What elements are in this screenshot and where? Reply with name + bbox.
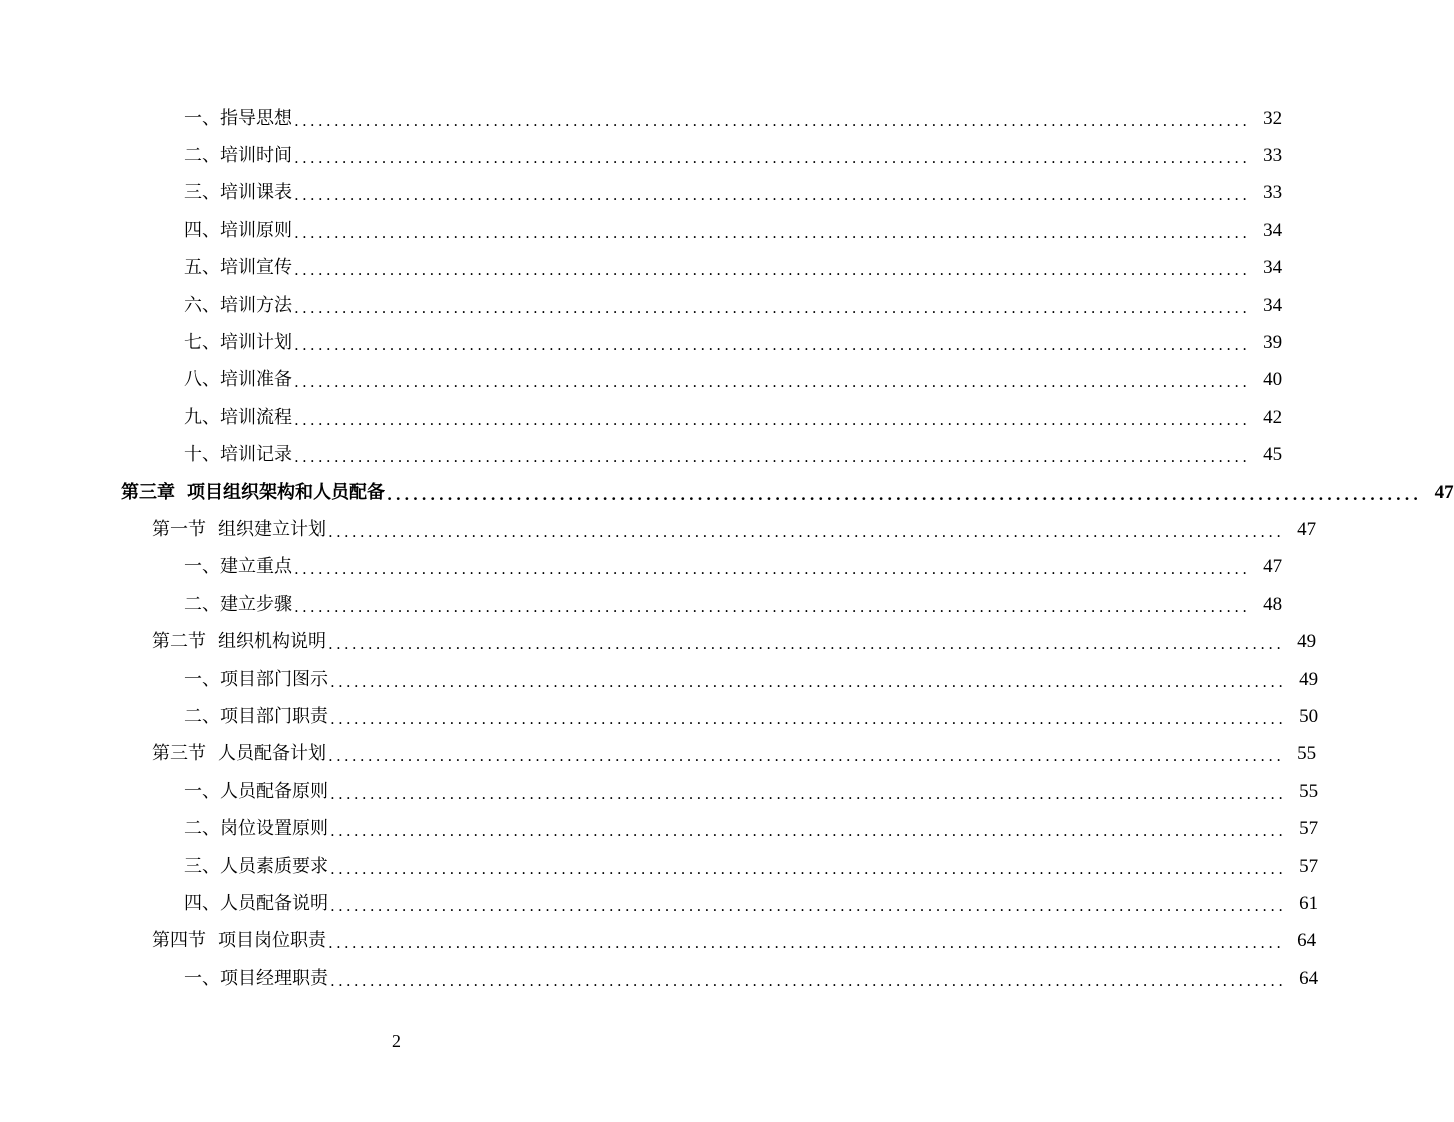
toc-dot-leader: ........................................................................................................................ <box>294 149 1251 168</box>
toc-dot-leader: ........................................................................................................................ <box>330 971 1287 990</box>
toc-item-entry[interactable] <box>0 773 1319 810</box>
toc-item-entry[interactable] <box>0 698 1319 735</box>
toc-entry-label <box>184 705 330 729</box>
toc-dot-leader: ........................................................................................................................ <box>330 672 1287 691</box>
toc-dot-leader: ........................................................................................................................ <box>294 223 1251 242</box>
toc-dot-leader: ........................................................................................................................ <box>330 784 1287 803</box>
toc-entry-page: 34 <box>1263 257 1283 279</box>
toc-dot-leader: ........................................................................................................................ <box>294 410 1251 429</box>
toc-entry-page: 33 <box>1263 145 1283 167</box>
toc-entry-label <box>184 406 294 430</box>
toc-item-entry[interactable] <box>0 175 1283 212</box>
toc-entry-label <box>184 331 294 355</box>
toc-entry-title: 二、项目部门职责 <box>184 705 328 727</box>
toc-item-entry[interactable] <box>0 549 1283 586</box>
toc-entry-label <box>184 219 294 243</box>
toc-entry-title: 人员配备计划 <box>218 743 326 765</box>
toc-entry-title: 项目组织架构和人员配备 <box>187 481 385 503</box>
toc-item-entry[interactable] <box>0 137 1283 174</box>
toc-entry-title: 组织机构说明 <box>218 631 326 653</box>
toc-dot-leader: ........................................................................................................................ <box>294 111 1251 130</box>
toc-entry-page: 47 <box>1297 518 1317 540</box>
toc-entry-title: 六、培训方法 <box>184 294 292 316</box>
toc-entry-title: 七、培训计划 <box>184 332 292 354</box>
toc-section-entry[interactable] <box>0 736 1317 773</box>
toc-entry-title: 二、建立步骤 <box>184 593 292 615</box>
toc-entry-label <box>152 518 328 542</box>
toc-entry-title: 一、人员配备原则 <box>184 780 328 802</box>
toc-item-entry[interactable] <box>0 250 1283 287</box>
toc-entry-label <box>184 668 330 692</box>
toc-entry-title: 组织建立计划 <box>218 518 326 540</box>
toc-dot-leader: ........................................................................................................................ <box>294 448 1251 467</box>
toc-entry-title: 十、培训记录 <box>184 444 292 466</box>
toc-entry-page: 33 <box>1263 182 1283 204</box>
toc-entry-number: 第一节 <box>152 518 206 540</box>
toc-dot-leader: ........................................................................................................................ <box>330 896 1287 915</box>
toc-entry-page: 49 <box>1297 631 1317 653</box>
toc-item-entry[interactable] <box>0 437 1283 474</box>
toc-dot-leader: ........................................................................................................................ <box>294 597 1251 616</box>
toc-dot-leader: ........................................................................................................................ <box>294 298 1251 317</box>
toc-entry-page: 64 <box>1299 967 1319 989</box>
toc-entry-label <box>184 107 294 131</box>
toc-entry-page: 45 <box>1263 444 1283 466</box>
toc-item-entry[interactable] <box>0 960 1319 997</box>
toc-entry-page: 55 <box>1297 743 1317 765</box>
toc-dot-leader: ........................................................................................................................ <box>328 747 1285 766</box>
toc-entry-number: 第三章 <box>121 481 175 503</box>
toc-entry-title: 八、培训准备 <box>184 369 292 391</box>
toc-entry-label <box>184 294 294 318</box>
toc-entry-title: 五、培训宣传 <box>184 257 292 279</box>
toc-entry-label <box>184 855 330 879</box>
toc-entry-label <box>152 929 328 953</box>
toc-entry-number: 第三节 <box>152 743 206 765</box>
table-of-contents <box>0 100 1454 997</box>
toc-entry-title: 二、培训时间 <box>184 145 292 167</box>
toc-entry-page: 47 <box>1434 481 1454 503</box>
toc-entry-page: 57 <box>1299 818 1319 840</box>
toc-entry-label <box>184 181 294 205</box>
toc-entry-label <box>184 780 330 804</box>
toc-item-entry[interactable] <box>0 848 1319 885</box>
toc-dot-leader: ........................................................................................................................ <box>328 635 1285 654</box>
toc-item-entry[interactable] <box>0 810 1319 847</box>
toc-entry-label <box>152 630 328 654</box>
toc-entry-page: 42 <box>1263 406 1283 428</box>
toc-item-entry[interactable] <box>0 362 1283 399</box>
toc-entry-page: 34 <box>1263 219 1283 241</box>
toc-entry-label <box>184 817 330 841</box>
toc-entry-title: 一、项目经理职责 <box>184 967 328 989</box>
toc-entry-page: 48 <box>1263 593 1283 615</box>
toc-dot-leader: ........................................................................................................................ <box>330 822 1287 841</box>
toc-section-entry[interactable] <box>0 623 1317 660</box>
toc-entry-title: 三、人员素质要求 <box>184 855 328 877</box>
toc-entry-label <box>121 481 387 505</box>
toc-entry-title: 九、培训流程 <box>184 406 292 428</box>
page-number: 2 <box>392 1031 401 1051</box>
toc-entry-label <box>152 742 328 766</box>
toc-item-entry[interactable] <box>0 100 1283 137</box>
toc-dot-leader: ........................................................................................................................ <box>328 522 1285 541</box>
toc-entry-label <box>184 555 294 579</box>
toc-entry-page: 50 <box>1299 705 1319 727</box>
toc-item-entry[interactable] <box>0 399 1283 436</box>
toc-dot-leader: ........................................................................................................................ <box>294 261 1251 280</box>
toc-item-entry[interactable] <box>0 212 1283 249</box>
toc-section-entry[interactable] <box>0 923 1317 960</box>
toc-entry-title: 三、培训课表 <box>184 182 292 204</box>
toc-entry-title: 四、人员配备说明 <box>184 892 328 914</box>
toc-item-entry[interactable] <box>0 287 1283 324</box>
toc-entry-page: 40 <box>1263 369 1283 391</box>
toc-entry-title: 四、培训原则 <box>184 219 292 241</box>
toc-entry-title: 二、岗位设置原则 <box>184 818 328 840</box>
toc-entry-number: 第二节 <box>152 631 206 653</box>
toc-entry-label <box>184 256 294 280</box>
toc-entry-page: 32 <box>1263 107 1283 129</box>
toc-dot-leader: ........................................................................................................................ <box>294 560 1251 579</box>
toc-entry-page: 39 <box>1263 332 1283 354</box>
toc-dot-leader: ........................................................................................................................ <box>294 186 1251 205</box>
toc-dot-leader: ........................................................................................................................ <box>294 336 1251 355</box>
toc-entry-page: 49 <box>1299 668 1319 690</box>
toc-dot-leader: ........................................................................................................................ <box>330 859 1287 878</box>
toc-entry-page: 57 <box>1299 855 1319 877</box>
toc-entry-page: 55 <box>1299 780 1319 802</box>
toc-entry-label <box>184 443 294 467</box>
toc-entry-title: 一、项目部门图示 <box>184 668 328 690</box>
toc-dot-leader: ........................................................................................................................ <box>294 373 1251 392</box>
toc-item-entry[interactable] <box>0 324 1283 361</box>
toc-entry-page: 61 <box>1299 892 1319 914</box>
toc-item-entry[interactable] <box>0 586 1283 623</box>
toc-dot-leader: ........................................................................................................................ <box>330 709 1287 728</box>
toc-entry-label <box>184 368 294 392</box>
toc-entry-page: 64 <box>1297 930 1317 952</box>
toc-entry-label <box>184 967 330 991</box>
toc-dot-leader: ........................................................................................................................ <box>387 485 1422 504</box>
toc-entry-number: 第四节 <box>152 930 206 952</box>
toc-entry-title: 项目岗位职责 <box>218 930 326 952</box>
toc-entry-title: 一、指导思想 <box>184 107 292 129</box>
toc-section-entry[interactable] <box>0 511 1317 548</box>
toc-entry-page: 47 <box>1263 556 1283 578</box>
toc-entry-page: 34 <box>1263 294 1283 316</box>
toc-item-entry[interactable] <box>0 885 1319 922</box>
toc-dot-leader: ........................................................................................................................ <box>328 934 1285 953</box>
toc-item-entry[interactable] <box>0 661 1319 698</box>
toc-entry-title: 一、建立重点 <box>184 556 292 578</box>
toc-entry-label <box>184 144 294 168</box>
toc-entry-label <box>184 593 294 617</box>
toc-chapter-entry[interactable] <box>0 474 1454 511</box>
toc-entry-label <box>184 892 330 916</box>
